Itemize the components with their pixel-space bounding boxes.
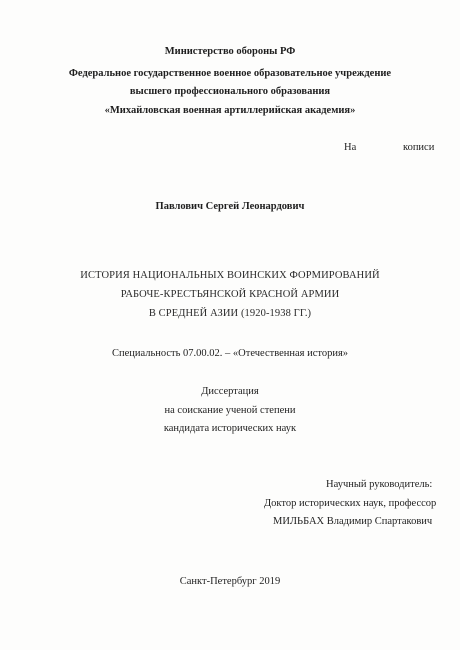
supervisor-name: МИЛЬБАХ Владимир Спартакович (273, 516, 433, 527)
thesis-title-line-1: ИСТОРИЯ НАЦИОНАЛЬНЫХ ВОИНСКИХ ФОРМИРОВАНИЙ (80, 270, 380, 281)
academy-name: «Михайловская военная артиллерийская академия» (104, 105, 356, 116)
degree-name: кандидата исторических наук (163, 423, 297, 434)
institution-line-1: Федеральное государственное военное образовательное учреждение (68, 68, 392, 79)
author-name: Павлович Сергей Леонардович (155, 201, 305, 212)
supervisor-degree: Доктор исторических наук, профессор (264, 498, 437, 509)
thesis-title-line-2: РАБОЧЕ-КРЕСТЬЯНСКОЙ КРАСНОЙ АРМИИ (120, 289, 340, 300)
manuscript-prefix: На (344, 142, 357, 153)
specialty: Специальность 07.00.02. – «Отечественная история» (111, 348, 349, 359)
place-and-year: Санкт-Петербург 2019 (179, 576, 281, 587)
thesis-type: Диссертация (201, 386, 259, 397)
manuscript-suffix: кописи (403, 142, 435, 153)
institution-line-2: высшего профессионального образования (129, 86, 331, 97)
degree-purpose: на соискание ученой степени (164, 405, 296, 416)
supervisor-label: Научный руководитель: (326, 479, 433, 490)
thesis-title-line-3: В СРЕДНЕЙ АЗИИ (1920-1938 ГГ.) (148, 308, 312, 319)
ministry-name: Министерство обороны РФ (164, 46, 296, 57)
